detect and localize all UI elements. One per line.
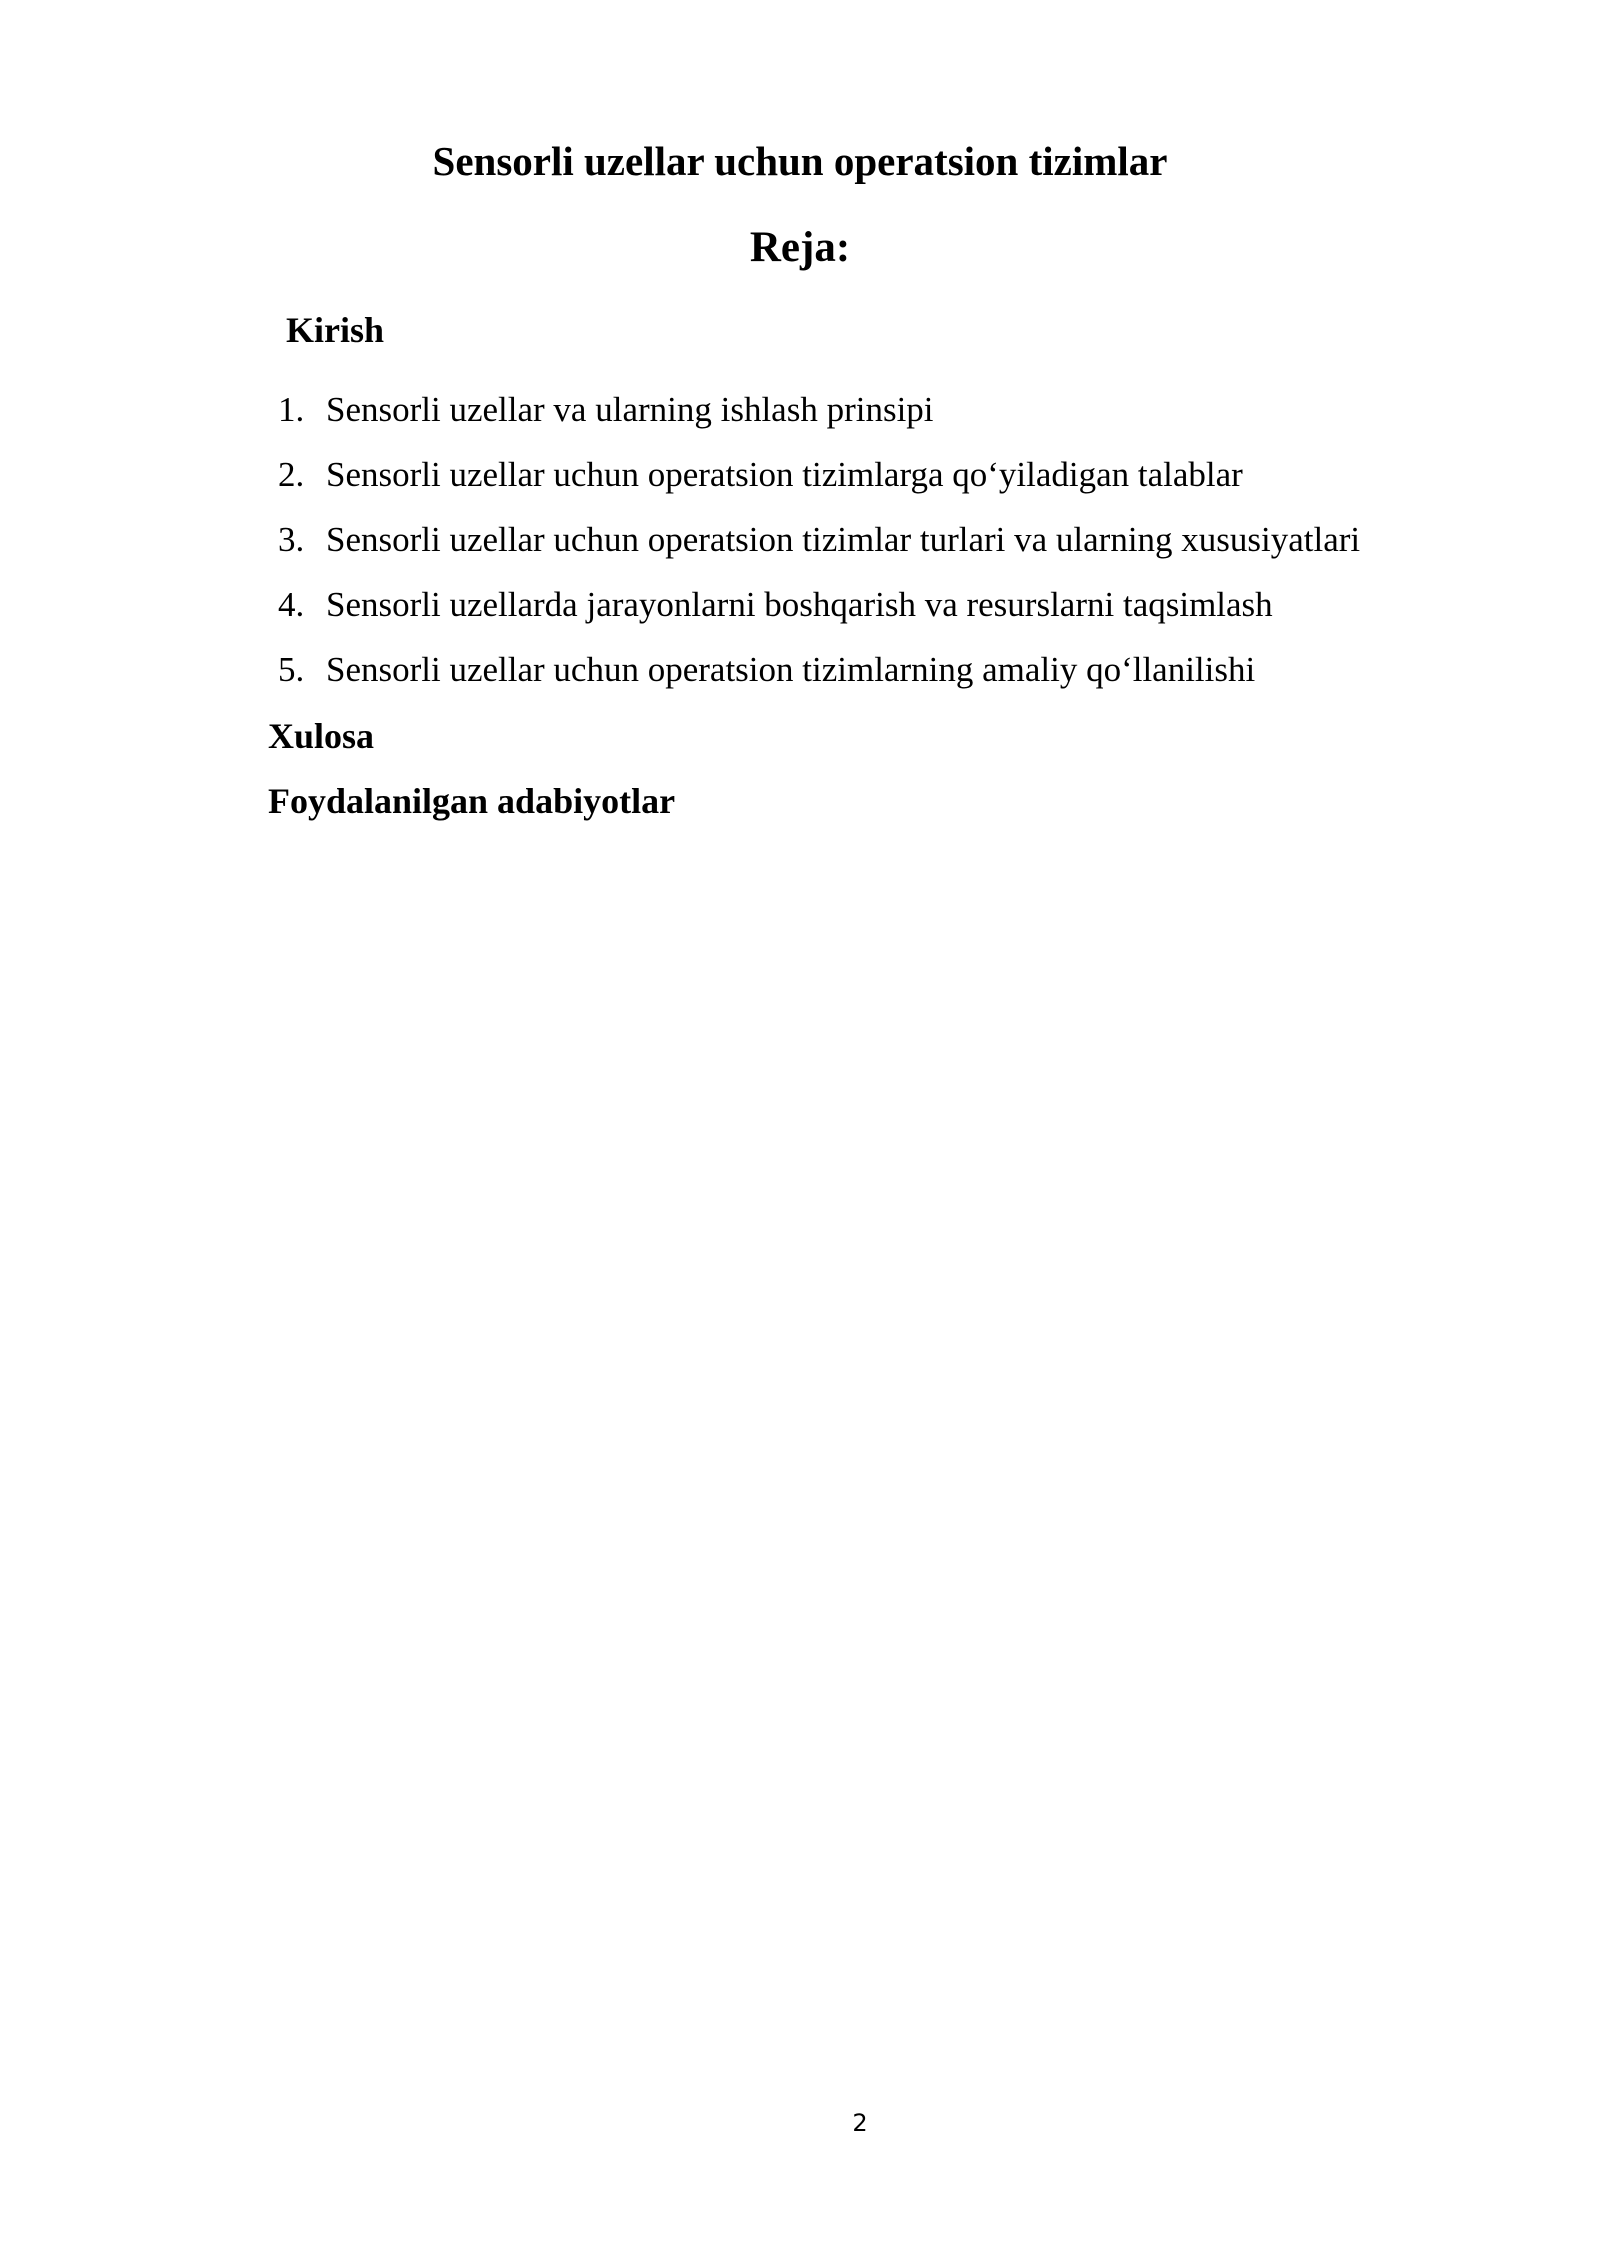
plan-item-number: 1. <box>278 390 305 429</box>
plan-item-number: 4. <box>278 585 305 624</box>
conclusion-heading: Xulosa <box>268 716 375 756</box>
plan-item-text: Sensorli uzellar uchun operatsion tizimlar turlari va ularning xususiyatlari <box>326 520 1361 559</box>
plan-item-number: 2. <box>278 455 305 494</box>
document-title: Sensorli uzellar uchun operatsion tizimlar <box>432 138 1168 184</box>
plan-item-text: Sensorli uzellar uchun operatsion tizimlarning amaliy qo‘llanilishi <box>326 650 1256 689</box>
plan-item-text: Sensorli uzellarda jarayonlarni boshqarish va resurslarni taqsimlash <box>326 585 1273 624</box>
plan-item-number: 3. <box>278 520 305 559</box>
intro-heading: Kirish <box>286 310 385 350</box>
plan-item-text: Sensorli uzellar uchun operatsion tizimlarga qo‘yiladigan talablar <box>326 455 1243 494</box>
references-heading: Foydalanilgan adabiyotlar <box>268 781 676 821</box>
plan-heading: Reja: <box>749 224 851 271</box>
plan-item-text: Sensorli uzellar va ularning ishlash prinsipi <box>326 390 934 429</box>
page-number: 2 <box>852 2109 868 2137</box>
plan-item-number: 5. <box>278 650 305 689</box>
